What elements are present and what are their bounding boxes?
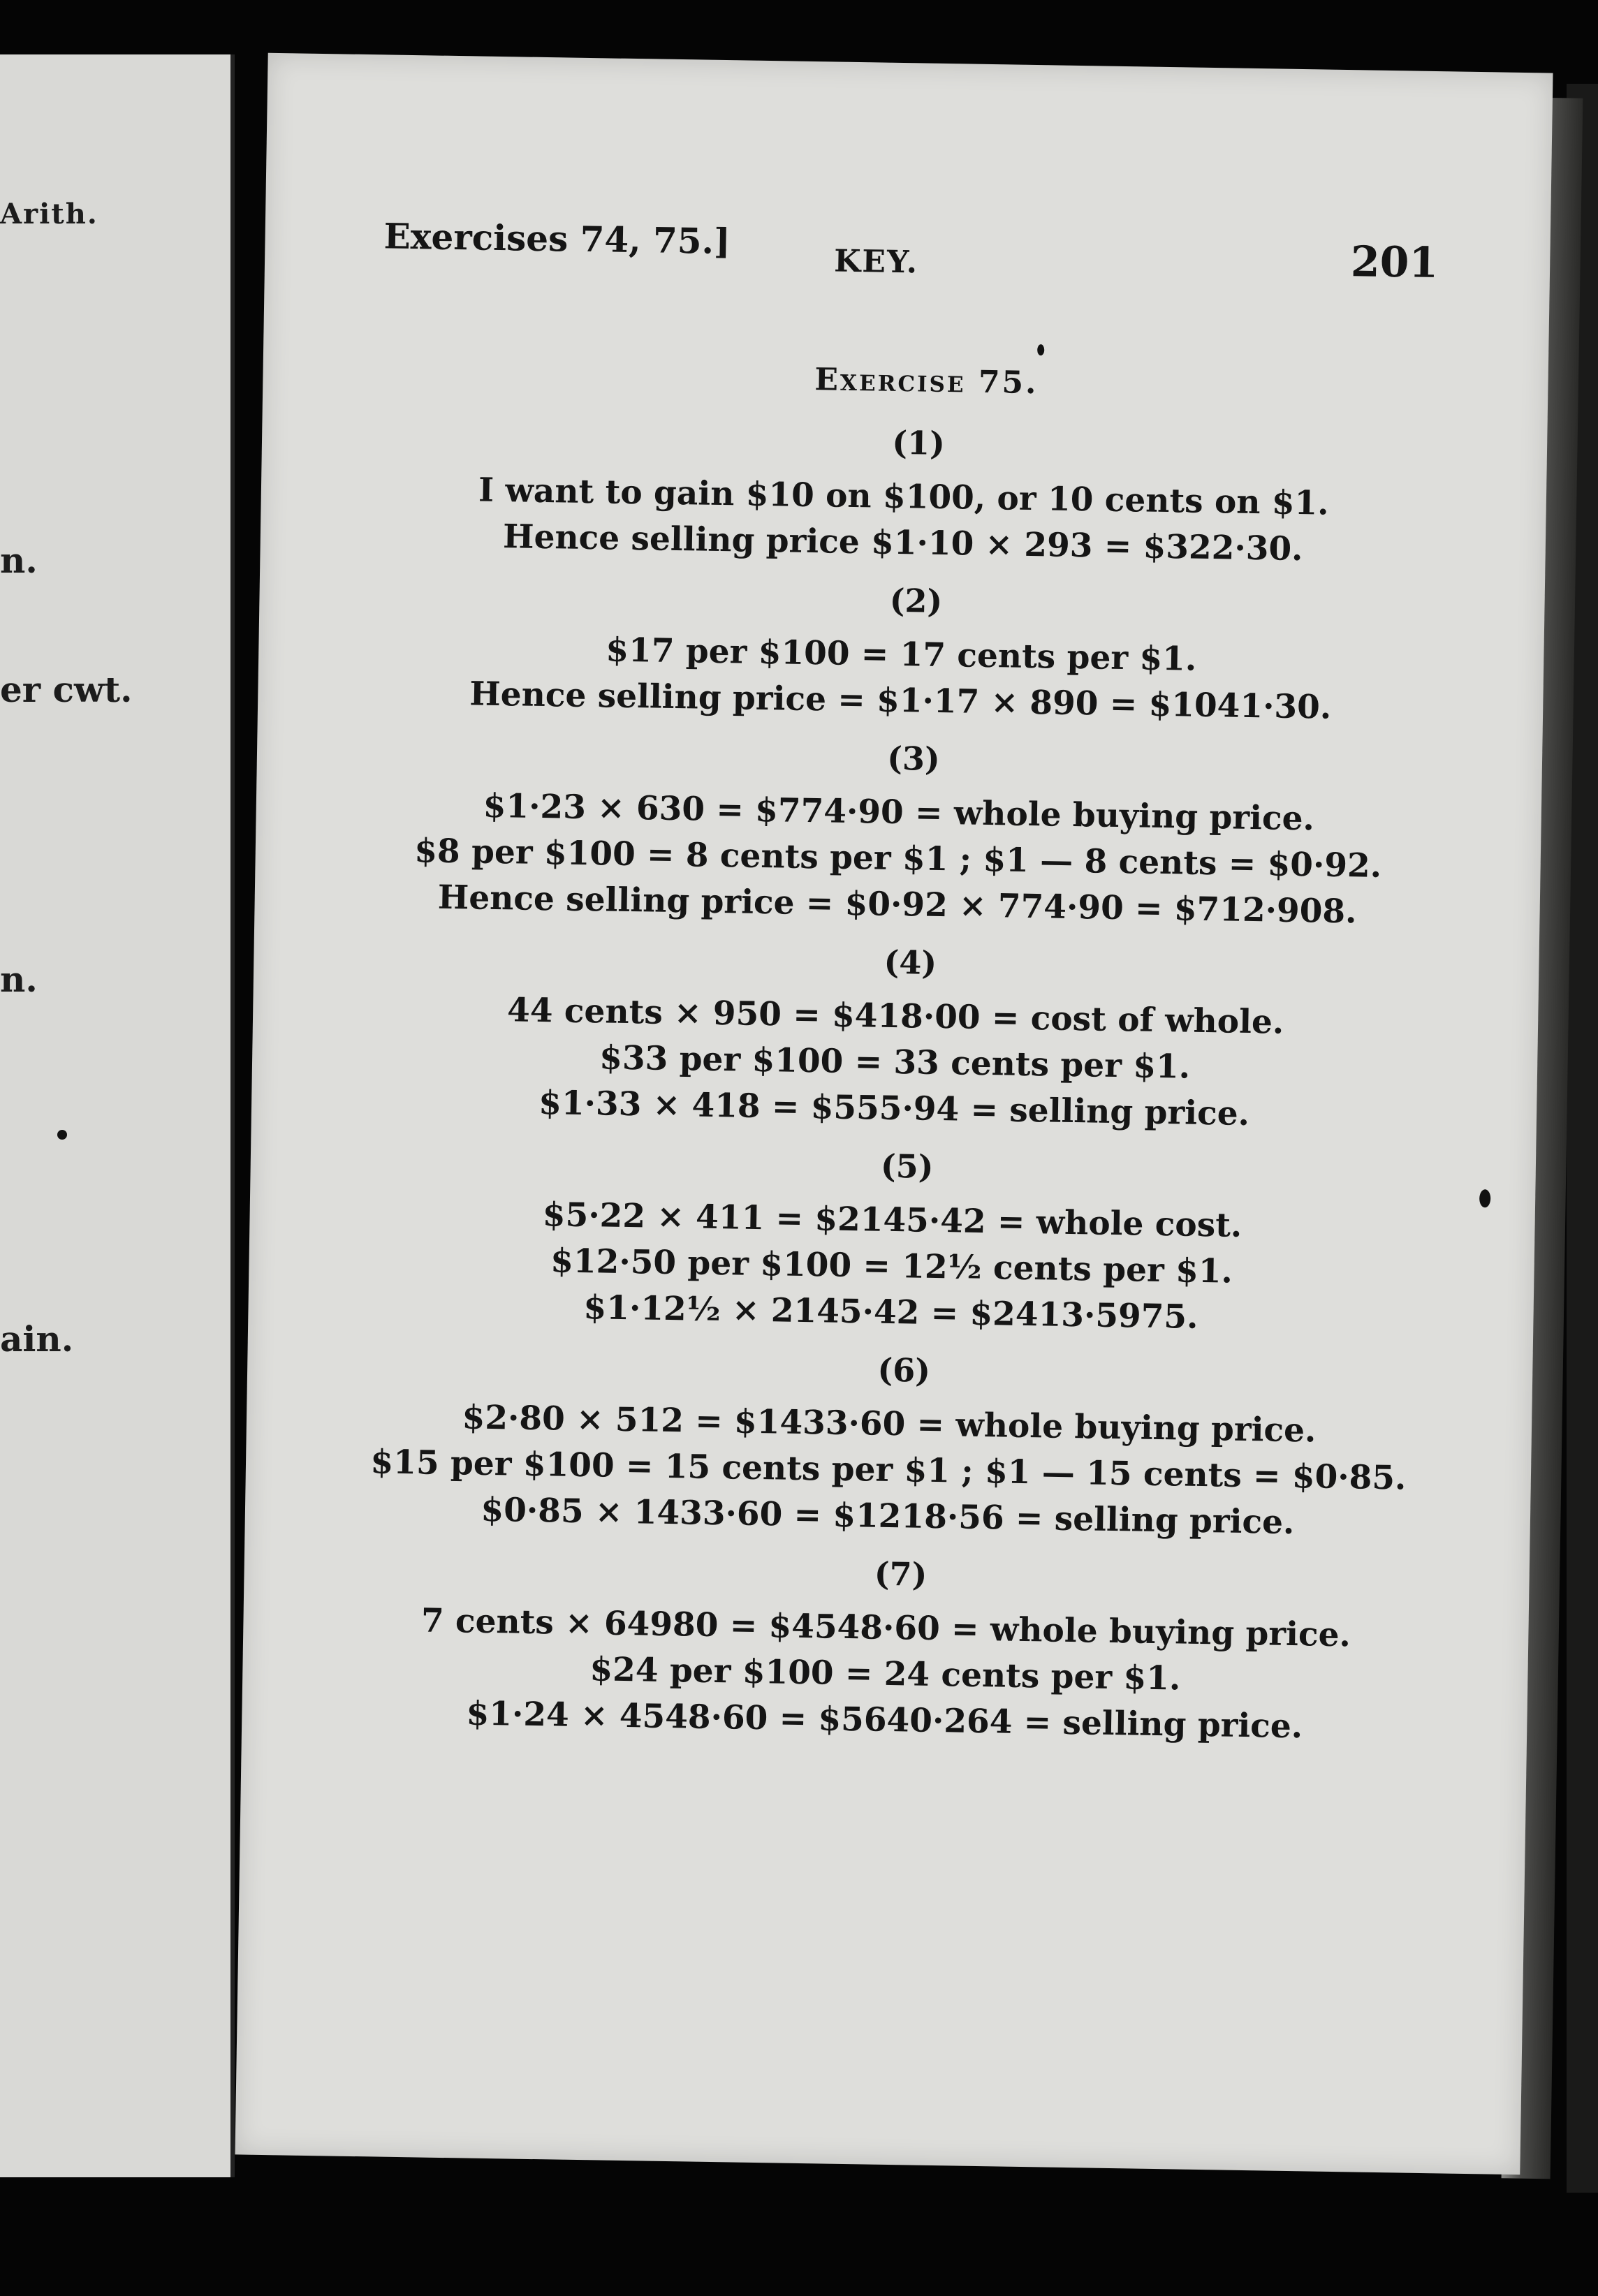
solution-line: $8 per $100 = 8 cents per $1 ; $1 — 8 cents = $0·92. xyxy=(413,832,1382,885)
problem-6 xyxy=(245,1341,1533,1550)
problem-number: (3) xyxy=(886,739,941,778)
left-page-fragment: ain. xyxy=(0,1318,74,1360)
solution-line: 7 cents × 64980 = $4548·60 = whole buying price. xyxy=(420,1601,1351,1655)
solution-line: $33 per $100 = 33 cents per $1. xyxy=(599,1038,1191,1087)
solution-line: $1·12½ × 2145·42 = $2413·5975. xyxy=(583,1288,1198,1337)
solution-line: $1·23 × 630 = $774·90 = whole buying price. xyxy=(483,786,1315,839)
problem-2 xyxy=(258,572,1545,735)
problem-number: (2) xyxy=(889,581,943,620)
problem-3 xyxy=(254,730,1542,939)
running-header xyxy=(265,214,1551,290)
problem-5 xyxy=(248,1138,1536,1346)
page-number: 201 xyxy=(1350,237,1439,288)
problem-1 xyxy=(260,414,1547,577)
solution-line: $0·85 × 1433·60 = $1218·56 = selling price. xyxy=(481,1490,1295,1543)
problem-number: (1) xyxy=(891,423,946,463)
problem-number: (4) xyxy=(884,943,937,982)
solution-line: Hence selling price = $1·17 × 890 = $1041·30. xyxy=(469,675,1332,727)
solution-line: $2·80 × 512 = $1433·60 = whole buying price. xyxy=(462,1398,1317,1450)
exercise-title: Exercise 75. xyxy=(814,362,1039,402)
problem-number: (7) xyxy=(874,1554,928,1594)
left-facing-page xyxy=(0,54,235,2177)
solution-line: Hence selling price $1·10 × 293 = $322·30. xyxy=(502,517,1303,569)
solution-line: $12·50 per $100 = 12½ cents per $1. xyxy=(550,1242,1233,1291)
solution-line: $17 per $100 = 17 cents per $1. xyxy=(605,631,1197,679)
solution-line: $15 per $100 = 15 cents per $1 ; $1 — 15 cents = $0·85. xyxy=(370,1443,1407,1498)
left-page-fragment: er cwt. xyxy=(0,669,133,710)
solution-line: Hence selling price = $0·92 × 774·90 = $712·908. xyxy=(437,878,1357,932)
solution-line: $1·24 × 4548·60 = $5640·264 = selling price. xyxy=(466,1694,1303,1746)
problem-4 xyxy=(251,934,1539,1142)
problem-number: (5) xyxy=(880,1147,934,1186)
solution-line: $1·33 × 418 = $555·94 = selling price. xyxy=(538,1084,1250,1133)
left-page-fragment: n. xyxy=(0,959,38,1000)
left-page-running-head: Arith. xyxy=(0,198,98,230)
solution-line: $5·22 × 411 = $2145·42 = whole cost. xyxy=(542,1195,1243,1245)
print-speck xyxy=(1037,344,1044,355)
solution-line: I want to gain $10 on $100, or 10 cents on $1. xyxy=(478,471,1330,523)
page-body xyxy=(242,353,1548,1769)
problem-number: (6) xyxy=(877,1351,931,1390)
book-page xyxy=(235,53,1553,2175)
solution-line: $24 per $100 = 24 cents per $1. xyxy=(589,1650,1181,1698)
header-section-ref: Exercises 74, 75.] xyxy=(383,215,731,263)
solution-line: 44 cents × 950 = $418·00 = cost of whole. xyxy=(506,991,1284,1042)
header-title: KEY. xyxy=(833,243,919,281)
left-page-fragment: n. xyxy=(0,540,38,581)
print-speck xyxy=(57,1130,67,1140)
problem-7 xyxy=(242,1545,1530,1753)
